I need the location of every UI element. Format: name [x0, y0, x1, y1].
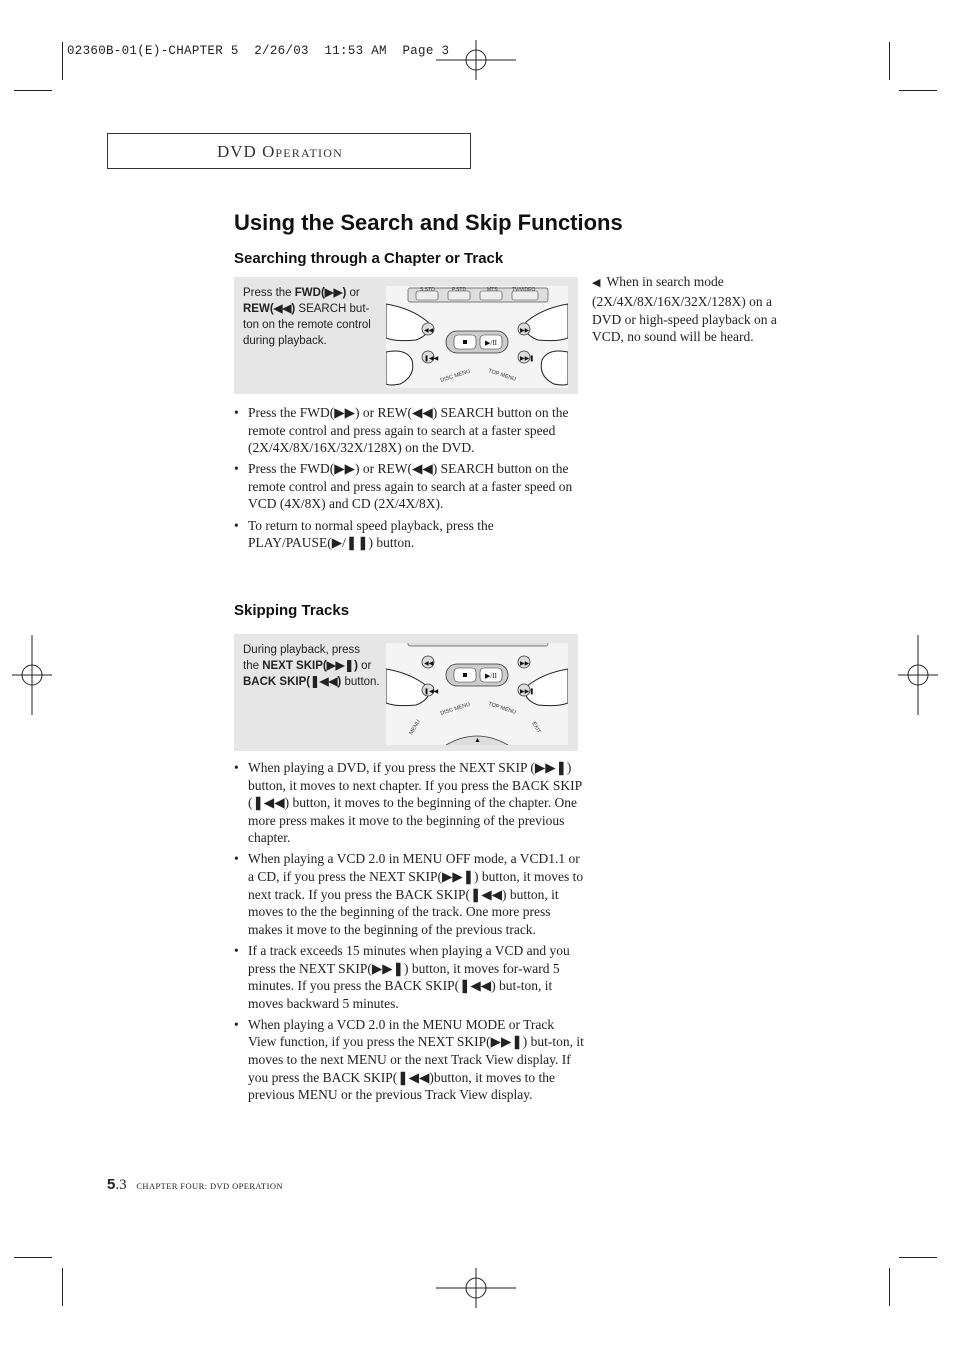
skip-heading: Skipping Tracks	[234, 602, 350, 619]
svg-text:▶▶: ▶▶	[520, 661, 530, 667]
section-label	[217, 142, 343, 162]
list-item: • When playing a VCD 2.0 in MENU OFF mode, a VCD1.1 or a CD, if you press the NEXT SKIP(▶▶❚) button, it moves to next track. If you press the BACK SKIP(❚◀◀) button, it moves to the the beginning of the track. One more press makes it move to the beginning of the previous track.	[234, 850, 584, 938]
search-note: ◀ When in search mode (2X/4X/8X/16X/32X/128X) on a DVD or high-speed playback on a VCD, no sound will be heard.	[592, 274, 777, 345]
section-label-rest: PERATION	[275, 146, 343, 160]
remote-label: DISC MENU	[439, 368, 471, 384]
svg-text:▶▶: ▶▶	[520, 328, 530, 334]
remote-search-illustration	[386, 286, 568, 388]
remote-label: P.STD	[452, 287, 467, 293]
remote-label: DISC MENU	[439, 701, 471, 717]
footer-chapter: CHAPTER FOUR: DVD OPERATION	[136, 1181, 283, 1191]
list-item: • When playing a DVD, if you press the NEXT SKIP (▶▶❚) button, it moves to next chapter. If you press the BACK SKIP (❚◀◀) button, it moves to the beginning of the chapter. One more press makes it move to the beginning of the previous chapter.	[234, 759, 584, 847]
remote-skip-illustration	[386, 643, 568, 745]
skip-figure-caption: During playback, press the NEXT SKIP(▶▶❚) or BACK SKIP(❚◀◀) button.	[243, 644, 380, 688]
next-skip-icon: ▶▶❚	[326, 660, 355, 672]
list-item: • Press the FWD(▶▶) or REW(◀◀) SEARCH button on the remote control and press again to search at a faster speed (2X/4X/8X/16X/32X/128X) on the DVD.	[234, 404, 584, 457]
page-title: Using the Search and Skip Functions	[234, 210, 623, 235]
fwd-icon: ▶▶	[324, 287, 343, 299]
next-skip-label: NEXT SKIP(▶▶❚)	[262, 660, 358, 672]
registration-mark-bottom	[436, 1268, 516, 1308]
section-label-initial: O	[262, 142, 276, 161]
svg-text:❚◀◀: ❚◀◀	[424, 356, 439, 362]
section-label-first: DVD	[217, 142, 257, 161]
svg-text:▶▶❚: ▶▶❚	[520, 689, 535, 695]
skip-bullet-list	[234, 759, 584, 1107]
search-bullet-list	[234, 404, 584, 555]
back-skip-icon: ❚◀◀	[310, 676, 338, 688]
svg-text:◀◀: ◀◀	[424, 328, 434, 334]
fwd-label: FWD(▶▶)	[294, 287, 347, 299]
list-item: • To return to normal speed playback, press the PLAY/PAUSE(▶/❚❚) button.	[234, 517, 584, 552]
list-item: • When playing a VCD 2.0 in the MENU MODE or Track View function, if you press the NEXT SKIP(▶▶❚) but-ton, it moves to the next MENU or the next Track View display. If you press the BACK SKIP(❚◀◀)button, it moves to the previous MENU or the previous Track View display.	[234, 1016, 584, 1104]
remote-label: TV/VIDEO	[512, 287, 536, 293]
rew-label: REW(◀◀)	[243, 303, 296, 315]
svg-text:❚◀◀: ❚◀◀	[424, 689, 439, 695]
crop-mark	[889, 42, 890, 80]
svg-text:▶/II: ▶/II	[485, 339, 497, 347]
crop-mark	[899, 1257, 937, 1258]
crop-mark	[14, 1257, 52, 1258]
list-item: • Press the FWD(▶▶) or REW(◀◀) SEARCH button on the remote control and press again to search at a faster speed on VCD (4X/8X) and CD (2X/4X/8X).	[234, 460, 584, 513]
crop-mark	[62, 1268, 63, 1306]
remote-label: MENU	[408, 718, 422, 736]
svg-text:▶/II: ▶/II	[485, 672, 497, 680]
rew-icon: ◀◀	[273, 303, 292, 315]
back-skip-label: BACK SKIP(❚◀◀)	[243, 676, 342, 688]
page-number: 5	[107, 1176, 116, 1193]
crop-mark	[62, 42, 63, 80]
print-header: 02360B-01(E)-CHAPTER 5 2/26/03 11:53 AM Page 3	[67, 44, 450, 58]
page-footer	[107, 1176, 283, 1194]
search-heading: Searching through a Chapter or Track	[234, 250, 504, 267]
list-item: • If a track exceeds 15 minutes when playing a VCD and you press the NEXT SKIP(▶▶❚) button, it moves for-ward 5 minutes. If you press the BACK SKIP(❚◀◀) but-ton, it moves backward 5 minutes.	[234, 942, 584, 1012]
registration-mark-left	[12, 635, 52, 715]
remote-label: MTS	[487, 287, 498, 293]
crop-mark	[889, 1268, 890, 1306]
remote-label: TOP MENU	[487, 701, 517, 716]
search-figure-caption: Press the FWD(▶▶) or REW(◀◀) SEARCH but- ton on the remote control during playback.	[243, 287, 371, 347]
crop-mark	[14, 90, 52, 91]
remote-label: EXIT	[530, 721, 542, 735]
page-number-sub: .3	[115, 1177, 127, 1193]
svg-text:◀◀: ◀◀	[424, 661, 434, 667]
remote-label: TOP MENU	[487, 368, 517, 383]
crop-mark	[899, 90, 937, 91]
registration-mark-right	[898, 635, 938, 715]
svg-text:▲: ▲	[474, 736, 481, 744]
svg-text:▶▶❚: ▶▶❚	[520, 356, 535, 362]
remote-label: S.STD	[420, 287, 435, 293]
note-arrow-icon: ◀	[592, 277, 601, 289]
